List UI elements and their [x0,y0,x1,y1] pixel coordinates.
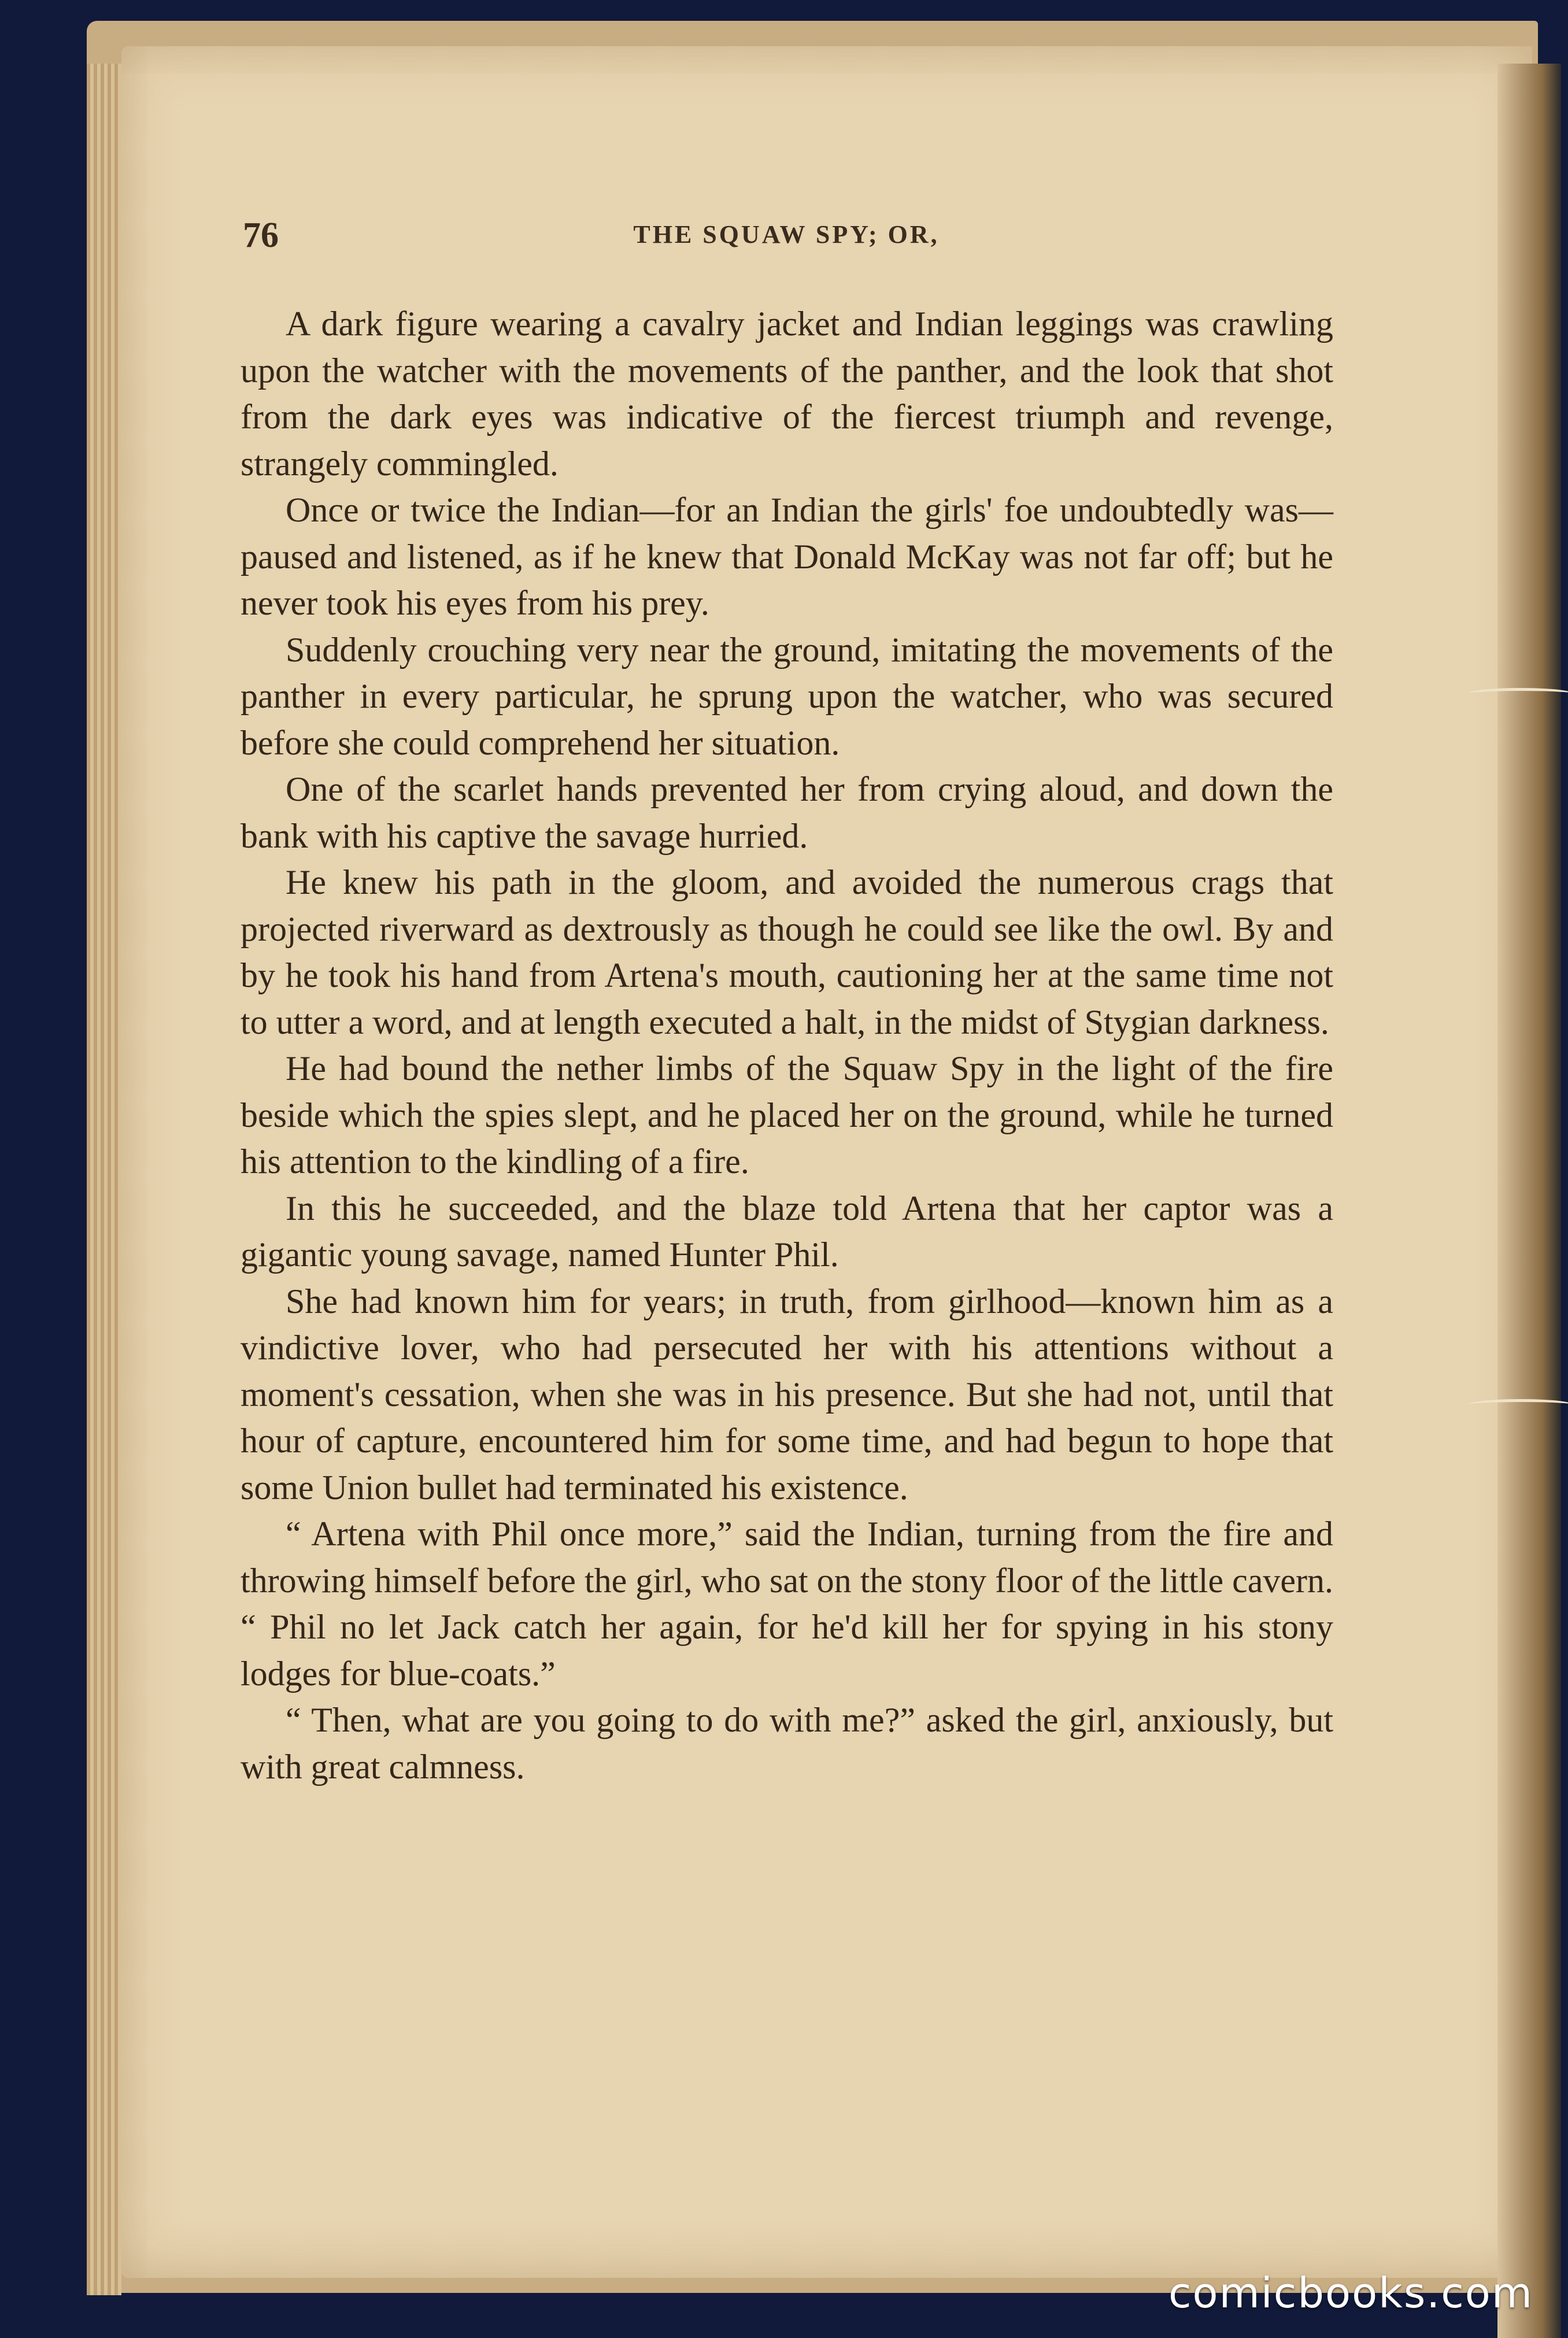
paragraph: In this he succeeded, and the blaze told Artena that her captor was a gigantic young savage, named Hunter Phil. [241,1189,1333,1274]
page-number: 76 [243,216,279,255]
paragraph: She had known him for years; in truth, from girlhood—known him as a vindictive lover, who had persecuted her with his attentions without a moment's cessation, when she was in his presence. But she had not, until that hour of capture, encountered him for some time, and had begun to hope that some Union bullet had terminated his existence. [241,1282,1333,1507]
watermark: comicbooks.com [1168,2269,1533,2317]
binding-thread [1469,688,1568,699]
paragraph: “ Artena with Phil once more,” said the Indian, turning from the fire and throwing himself before the girl, who sat on the stony floor of the little cavern. “ Phil no let Jack catch her again, for he'd kill her for spying in his stony lodges for blue-coats.” [241,1515,1333,1693]
paragraph: One of the scarlet hands prevented her from crying aloud, and down the bank with his captive the savage hurried. [241,770,1333,855]
paragraph: Once or twice the Indian—for an Indian the girls' foe undoubtedly was—paused and listened, as if he knew that Donald McKay was not far off; but he never took his eyes from his prey. [241,491,1333,622]
binding-thread [1469,1399,1568,1410]
running-title: THE SQUAW SPY; OR, [633,220,940,249]
book-gutter [1497,64,1561,2338]
running-head [243,215,1330,261]
paragraph: Suddenly crouching very near the ground, imitating the movements of the panther in every particular, he sprung upon the watcher, who was secured before she could comprehend her situation. [241,630,1333,762]
paragraph: He had bound the nether limbs of the Squaw Spy in the light of the fire beside which the spies slept, and he placed her on the ground, while he turned his attention to the kindling of a fire. [241,1049,1333,1181]
paragraph: A dark figure wearing a cavalry jacket and Indian leggings was crawling upon the watcher with the movements of the panther, and the look that shot from the dark eyes was indicative of the fiercest triumph and revenge, strangely commingled. [241,305,1333,483]
body-text [241,301,1333,2220]
paragraph: “ Then, what are you going to do with me?” asked the girl, anxiously, but with great calmness. [241,1701,1333,1786]
paragraph: He knew his path in the gloom, and avoided the numerous crags that projected riverward as dextrously as though he could see like the owl. By and by he took his hand from Artena's mouth, cautioning her at the same time not to utter a word, and at length executed a halt, in the midst of Stygian darkness. [241,863,1333,1041]
page-edges [87,64,121,2295]
